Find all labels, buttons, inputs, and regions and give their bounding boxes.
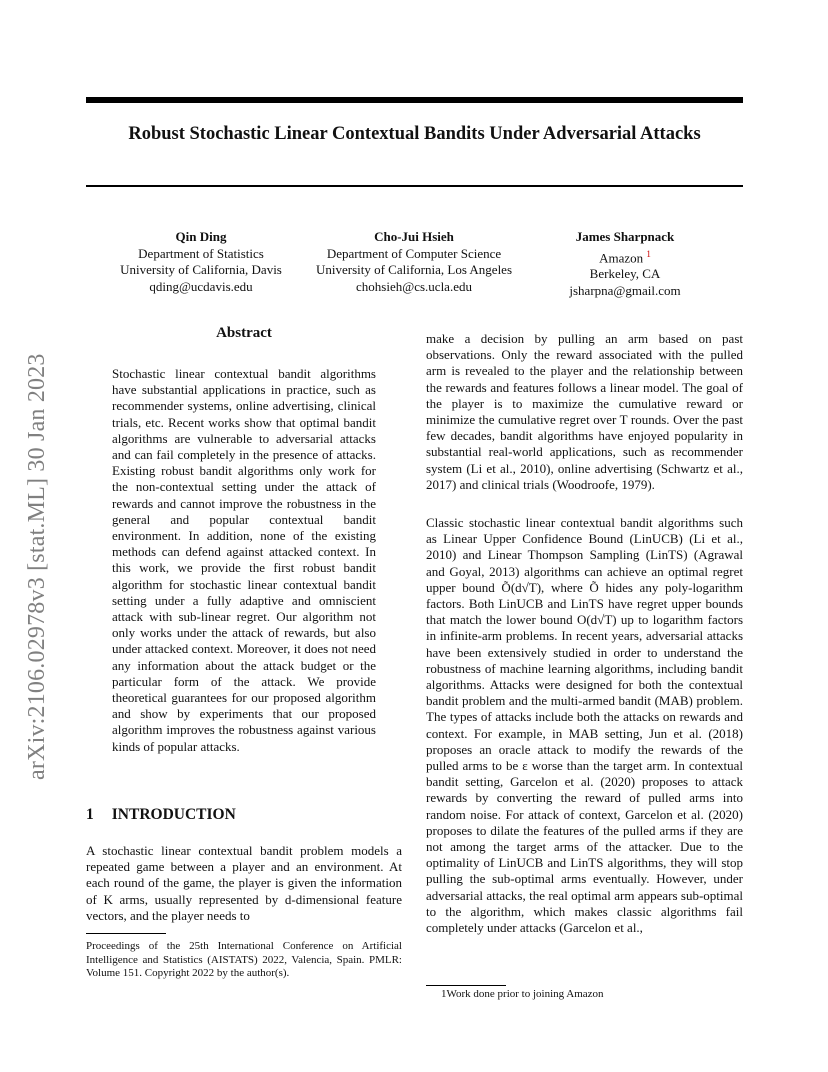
intro-paragraph-right-1: make a decision by pulling an arm based on past observations. Only the reward associated with the pulled arm is revealed to the player and the relationship between the rewards and features follows a linear model. The goal of the player is to maximize the cumulative reward or minimize the cumulative regret over T rounds. Over the past few decades, bandit algorithms have enjoyed popularity in substantial real-world applications, such as recommender system (Li et al., 2010), online advertising (Schwartz et al., 2017) and clinical trials (Woodroofe, 1979). [426,331,743,492]
author-affiliation: University of California, Los Angeles [315,262,513,277]
author-name: James Sharpnack [575,229,675,244]
author-name: Cho-Jui Hsieh [374,229,454,244]
abstract-heading: Abstract [216,325,272,341]
author-email: chohsieh@cs.ucla.edu [356,278,472,294]
proceedings-footnote: Proceedings of the 25th International Conference on Artificial Intelligence and Statistics (AISTATS) 2022, Valencia, Spain. PMLR: Volume 151. Copyright 2022 by the author(s). [86,940,402,979]
arxiv-stamp: arXiv:2106.02978v3 [stat.ML] 30 Jan 2023 [24,353,50,780]
section-heading [86,806,254,824]
author-block-1 [108,229,294,295]
title-rule-top [86,97,743,103]
intro-paragraph-right-2: Classic stochastic linear contextual bandit algorithms such as Linear Upper Confidence Bound (LinUCB) (Li et al., 2010) and Linear Thompson Sampling (LinTS) (Agrawal and Goyal, 2013) algorithms can achieve an optimal regret upper bound Õ(d√T), where Õ hides any poly-logarithm factors. Both LinUCB and LinTS have regret upper bounds that match the lower bound O(d√T) up to logarithm factors in infinite-arm problems. In recent years, adversarial attacks have been extensively studied in order to understand the robustness of machine learning algorithms, including bandit algorithms. Attacks were designed for both the contextual bandit problem and the multi-armed bandit (MAB) problem. The types of attacks include both the attacks on rewards and context. For example, in MAB setting, Jun et al. (2018) proposes an oracle attack to modify the rewards of the pulled arms to be ε worse than the target arm. In contextual bandit setting, Garcelon et al. (2020) proposes to attack rewards by converting the reward of pulled arms into random noise. For attack of context, Garcelon et al. (2020) proposes to dilate the features of the pulled arms if they are not among the target arms of the attacker. Due to the optimality of LinUCB and LinTS algorithms, they will stop pulling the sub-optimal arms eventually. However, under adversarial attacks, the real optimal arm appears sub-optimal to the algorithm, which makes classic algorithms fail completely under attacks (Garcelon et al., [426,515,743,936]
footnote-marker[interactable]: 1 [646,248,651,259]
author-block-2 [300,229,528,295]
author-affiliation: Amazon $^1$ [599,248,651,265]
author-email: jsharpna@gmail.com [569,282,681,298]
author-affiliation: University of California, Davis [120,262,282,277]
section-number: 1 [86,806,94,823]
amazon-footnote: 1Work done prior to joining Amazon [441,988,604,1000]
author-affiliation: Department of Statistics [138,245,264,261]
abstract-text: Stochastic linear contextual bandit algorithms have substantial applications in practice, such as recommender systems, online advertising, clinical trials, etc. Recent works show that optimal bandit algorithms are vulnerable to adversarial attacks and can fail completely in the presence of attacks. Existing robust bandit algorithms only work for the non-contextual setting under the attack of rewards and cannot improve the robustness in the general and popular contextual bandit environment. In addition, none of the existing methods can defend against attacked context. In this work, we provide the first robust bandit algorithm for stochastic linear contextual bandit setting under a fully adaptive and omniscient attack with sub-linear regret. Our algorithm not only works under the attack of rewards, but also under attacked context. Moreover, it does not need any information about the attack budget or the particular form of the attack. We provide theoretical guarantees for our proposed algorithm and show by experiments that our proposed algorithm improves the robustness against various kinds of popular attacks. [112,366,376,754]
title-rule-bottom [86,185,743,187]
author-affiliation: Department of Computer Science [326,245,502,261]
paper-title: Robust Stochastic Linear Contextual Bandits Under Adversarial Attacks [128,124,701,144]
section-title: INTRODUCTION [111,806,236,823]
intro-paragraph: A stochastic linear contextual bandit problem models a repeated game between a player and an environment. At each round of the game, the player is given the information of K arms, usually represented by d-dimensional feature vectors, and the player needs to [86,843,402,923]
author-affiliation: Berkeley, CA [589,266,661,282]
author-name: Qin Ding [175,229,227,244]
author-block-3 [540,229,710,299]
author-email: qding@ucdavis.edu [149,278,253,294]
footnote-rule [426,985,506,986]
footnote-rule [86,933,166,934]
